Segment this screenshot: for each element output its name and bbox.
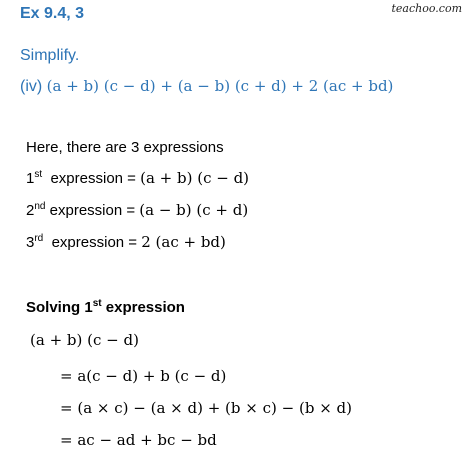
brand-watermark: teachoo.com	[391, 2, 462, 15]
expression-3-num: 3	[26, 234, 35, 251]
expression-3-label: expression =	[43, 234, 142, 251]
step-2: = (a × c) − (a × d) + (b × c) − (b × d)	[60, 399, 352, 417]
expression-2-math: (a − b) (c + d)	[139, 201, 249, 219]
step-1: = a(c − d) + b (c − d)	[60, 367, 227, 385]
expression-3-sup: rd	[34, 233, 44, 244]
expression-2	[26, 200, 248, 221]
step-3: = ac − ad + bc − bd	[60, 431, 217, 449]
expression-1-sup: st	[34, 169, 43, 180]
expression-2-label: expression =	[45, 202, 140, 219]
expression-1	[26, 168, 249, 189]
instruction-text: Simplify.	[20, 47, 80, 64]
expression-1-label: expression =	[42, 170, 141, 187]
solving-sup: st	[92, 298, 102, 309]
expression-1-math: (a + b) (c − d)	[140, 169, 250, 187]
step-0: (a + b) (c − d)	[30, 331, 139, 349]
solving-suffix: expression	[101, 299, 185, 316]
problem-math: (a + b) (c − d) + (a − b) (c + d) + 2 (ac + bd)	[46, 77, 394, 95]
exercise-title: Ex 9.4, 3	[20, 5, 85, 22]
expression-3	[26, 232, 226, 253]
expression-3-math: 2 (ac + bd)	[141, 233, 226, 251]
expression-2-num: 2	[26, 202, 35, 219]
problem-statement	[20, 76, 393, 97]
expression-1-num: 1	[26, 170, 35, 187]
problem-prefix: (iv)	[20, 78, 47, 95]
intro-text: Here, there are 3 expressions	[26, 139, 224, 156]
expression-2-sup: nd	[34, 201, 46, 212]
solving-prefix: Solving 1	[26, 299, 93, 316]
solving-heading	[26, 298, 185, 318]
